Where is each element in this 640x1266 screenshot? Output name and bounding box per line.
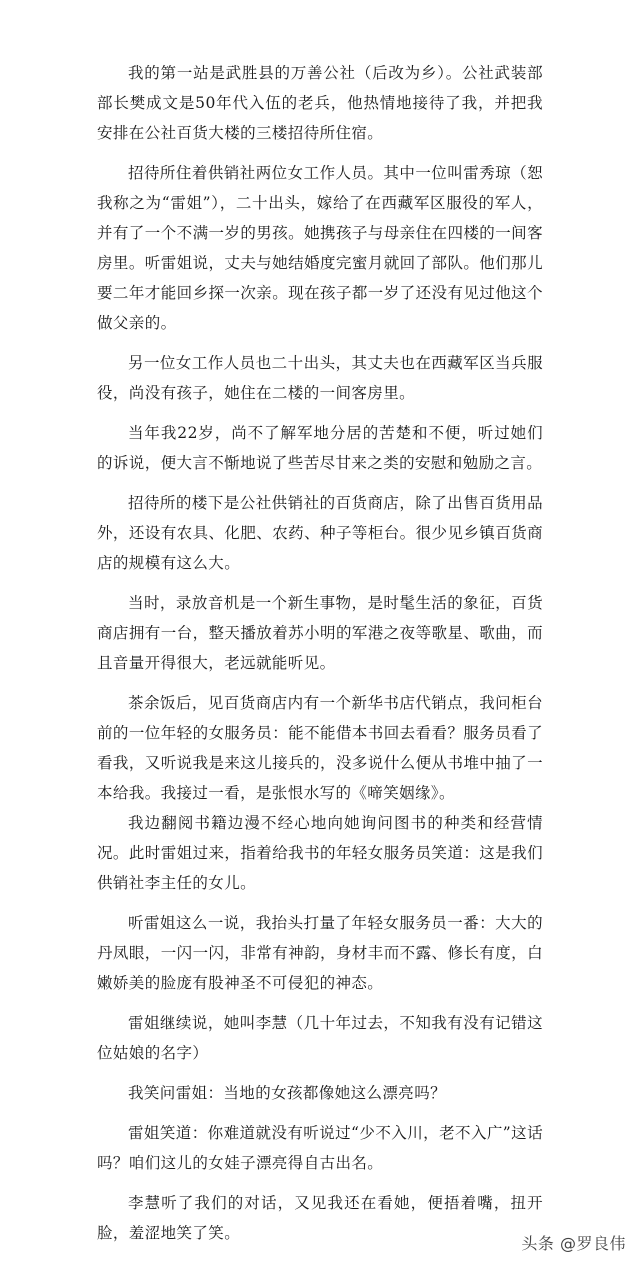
paragraph-2: 招待所住着供销社两位女工作人员。其中一位叫雷秀琼（恕我称之为“雷姐”），二十出头，嫁给了在西藏军区服役的军人，并有了一个不满一岁的男孩。她携孩子与母亲住在四楼的一间客房里。听雷姐说，丈夫与她结婚度完蜜月就回了部队。他们那儿要二年才能回乡探一次亲。现在孩子都一岁了还没有见过他这个做父亲的。 — [97, 164, 543, 332]
paragraph-6: 当时，录放音机是一个新生事物，是时髦生活的象征，百货商店拥有一台，整天播放着苏小明的军港之夜等歌星、歌曲，而且音量开得很大，老远就能听见。 — [97, 594, 543, 672]
paragraph-11: 我笑问雷姐：当地的女孩都像她这么漂亮吗？ — [128, 1084, 447, 1102]
paragraph-9: 听雷姐这么一说，我抬头打量了年轻女服务员一番：大大的丹凤眼，一闪一闪，非常有神韵，身材丰而不露、修长有度，白嫩娇美的脸庞有股神圣不可侵犯的神态。 — [97, 914, 543, 992]
paragraph-4: 当年我22岁，尚不了解军地分居的苦楚和不便，听过她们的诉说，便大言不惭地说了些苦尽甘来之类的安慰和勉励之言。 — [97, 424, 543, 472]
paragraph-13: 李慧听了我们的对话，又见我还在看她，便捂着嘴，扭开脸，羞涩地笑了笑。 — [97, 1194, 543, 1242]
paragraph-7: 茶余饭后，见百货商店内有一个新华书店代销点，我问柜台前的一位年轻的女服务员：能不能借本书回去看看？服务员看了看我，又听说我是来这儿接兵的，没多说什么便从书堆中抽了一本给我。我接过一看，是张恨水写的《啼笑姻缘》。 — [97, 694, 543, 802]
paragraph-3: 另一位女工作人员也二十出头，其丈夫也在西藏军区当兵服役，尚没有孩子，她住在二楼的一间客房里。 — [97, 354, 543, 402]
paragraph-10: 雷姐继续说，她叫李慧（几十年过去，不知我有没有记错这位姑娘的名字） — [97, 1014, 543, 1062]
paragraph-12: 雷姐笑道：你难道就没有听说过“少不入川，老不入广”这话吗？咱们这儿的女娃子漂亮得自古出名。 — [97, 1124, 543, 1172]
paragraph-8: 我边翻阅书籍边漫不经心地向她询问图书的种类和经营情况。此时雷姐过来，指着给我书的年轻女服务员笑道：这是我们供销社李主任的女儿。 — [97, 814, 543, 892]
article-body — [97, 58, 543, 1258]
paragraph-5: 招待所的楼下是公社供销社的百货商店，除了出售百货用品外，还设有农具、化肥、农药、种子等柜台。很少见乡镇百货商店的规模有这么大。 — [97, 494, 543, 572]
paragraph-1: 我的第一站是武胜县的万善公社（后改为乡）。公社武装部部长樊成文是50年代入伍的老兵，他热情地接待了我，并把我安排在公社百货大楼的三楼招待所住宿。 — [97, 64, 543, 142]
source-watermark: 头条 @罗良伟 — [521, 1234, 626, 1253]
